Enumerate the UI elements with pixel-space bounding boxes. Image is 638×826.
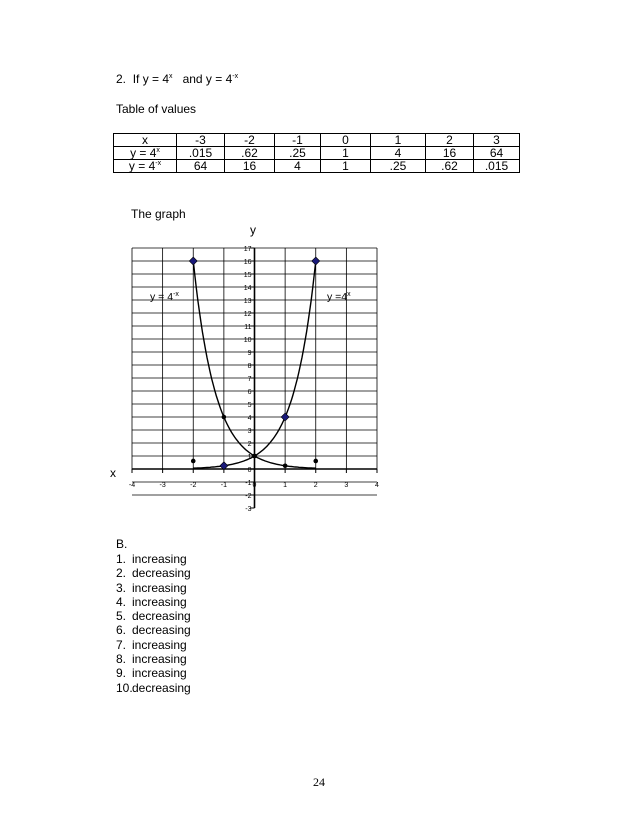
y-tick-label: 2 <box>247 441 252 448</box>
answer-number: 5. <box>116 609 127 624</box>
table-cell: 64 <box>474 147 520 160</box>
x-axis-label: x <box>110 466 116 480</box>
section-b-title: B. <box>116 537 128 551</box>
row-label-text: y = 4 <box>130 146 157 160</box>
y-tick-label: 4 <box>247 415 252 422</box>
answer-item <box>116 652 191 666</box>
answer-item <box>116 552 191 566</box>
y-tick-label: 11 <box>244 324 252 331</box>
y-tick-label: 8 <box>247 363 252 370</box>
table-cell: 3 <box>474 134 520 147</box>
series-label-exp: -x <box>173 291 179 298</box>
data-point <box>313 459 318 464</box>
y-tick-label: 10 <box>243 337 252 344</box>
x-tick-label: 3 <box>344 482 349 489</box>
answer-text: increasing <box>132 594 187 609</box>
answer-item <box>116 595 191 609</box>
series-label: $y = 4^{-x}$ <box>150 291 179 303</box>
table-cell: 1 <box>321 147 371 160</box>
x-tick-label: 1 <box>283 482 288 489</box>
row-label-text: x <box>142 133 148 147</box>
row-label-exp: x <box>156 147 160 154</box>
answer-item <box>116 681 191 695</box>
x-tick-label: -4 <box>128 482 136 489</box>
question-prefix: If y = 4 <box>132 72 170 86</box>
question-number: 2. <box>116 72 127 86</box>
table-cell: .62 <box>426 160 474 173</box>
table-cell: 64 <box>177 160 225 173</box>
graph-title: The graph <box>131 207 186 221</box>
table-cell: -1 <box>275 134 321 147</box>
answer-text: increasing <box>132 652 187 667</box>
page-number: 24 <box>313 775 325 789</box>
table-cell: 1 <box>321 160 371 173</box>
answer-number: 1. <box>116 552 127 566</box>
y-tick-label: 17 <box>243 246 252 253</box>
data-point <box>222 415 227 420</box>
data-point-marker <box>281 413 289 421</box>
table-cell: 1 <box>371 134 426 147</box>
y-tick-label: 3 <box>247 428 252 435</box>
answer-text: increasing <box>132 637 187 652</box>
answer-item <box>116 638 191 652</box>
question-exp2: -x <box>232 73 239 80</box>
y-axis-label: y <box>250 223 256 237</box>
table-cell: 4 <box>371 147 426 160</box>
table-cell: 0 <box>321 134 371 147</box>
answer-number: 4. <box>116 594 127 609</box>
y-tick-label: 0 <box>247 467 252 474</box>
series-label-exp: x <box>347 291 351 298</box>
answer-item <box>116 566 191 580</box>
table-cell: .25 <box>275 147 321 160</box>
y-tick-label: 14 <box>243 285 252 292</box>
y-tick-label: -2 <box>245 493 252 500</box>
answer-text: decreasing <box>132 609 191 624</box>
data-point-marker <box>189 257 197 265</box>
question-middle: and y = 4 <box>182 72 233 86</box>
answer-list <box>116 552 191 695</box>
table-cell: .015 <box>474 160 520 173</box>
y-tick-label: 5 <box>247 402 252 409</box>
y-tick-label: -1 <box>245 480 252 487</box>
y-tick-label: 9 <box>247 350 252 357</box>
answer-item <box>116 609 191 623</box>
table-title: Table of values <box>116 102 197 116</box>
answer-number: 7. <box>116 637 127 652</box>
answer-text: decreasing <box>132 623 191 638</box>
answer-text: decreasing <box>132 680 191 695</box>
table-cell: 4 <box>275 160 321 173</box>
y-tick-label: 13 <box>243 298 252 305</box>
row-label-text: y = 4 <box>128 159 156 173</box>
answer-item <box>116 666 191 680</box>
answer-item <box>116 581 191 595</box>
answer-number: 2. <box>116 566 127 581</box>
answer-number: 3. <box>116 580 127 595</box>
answer-number: 9. <box>116 666 127 681</box>
table-cell: 2 <box>426 134 474 147</box>
data-point-marker <box>312 257 320 265</box>
row-label-exp: -x <box>155 160 162 167</box>
table-cell: .62 <box>225 147 275 160</box>
y-tick-label: 7 <box>247 376 252 383</box>
answer-number: 10. <box>116 680 133 695</box>
table-cell: .25 <box>371 160 426 173</box>
y-tick-label: 15 <box>243 272 252 279</box>
x-tick-label: -2 <box>190 482 197 489</box>
table-cell: -2 <box>225 134 275 147</box>
x-tick-label: -3 <box>159 482 166 489</box>
y-tick-label: 12 <box>243 311 252 318</box>
answer-number: 6. <box>116 623 127 638</box>
series-label: $y =4^x$ <box>327 291 351 303</box>
data-point <box>283 463 288 468</box>
data-point <box>252 454 257 459</box>
answer-number: 8. <box>116 652 127 667</box>
answer-text: increasing <box>132 580 187 595</box>
x-tick-label: 2 <box>313 482 318 489</box>
table-cell: -3 <box>177 134 225 147</box>
x-tick-label: -1 <box>220 482 227 489</box>
y-tick-label: -3 <box>245 506 252 513</box>
y-tick-label: 16 <box>243 259 252 266</box>
y-tick-label: 6 <box>247 389 252 396</box>
table-cell: .015 <box>177 147 225 160</box>
answer-item <box>116 623 191 637</box>
y-tick-label: 1 <box>247 454 252 461</box>
x-tick-label: 0 <box>252 482 257 489</box>
answer-text: increasing <box>132 552 187 566</box>
x-tick-label: 4 <box>375 482 379 489</box>
data-point <box>191 459 196 464</box>
question-exp1: x <box>169 73 173 80</box>
table-cell: 16 <box>426 147 474 160</box>
answer-text: decreasing <box>132 566 191 581</box>
table-cell: 16 <box>225 160 275 173</box>
answer-text: increasing <box>132 666 187 681</box>
